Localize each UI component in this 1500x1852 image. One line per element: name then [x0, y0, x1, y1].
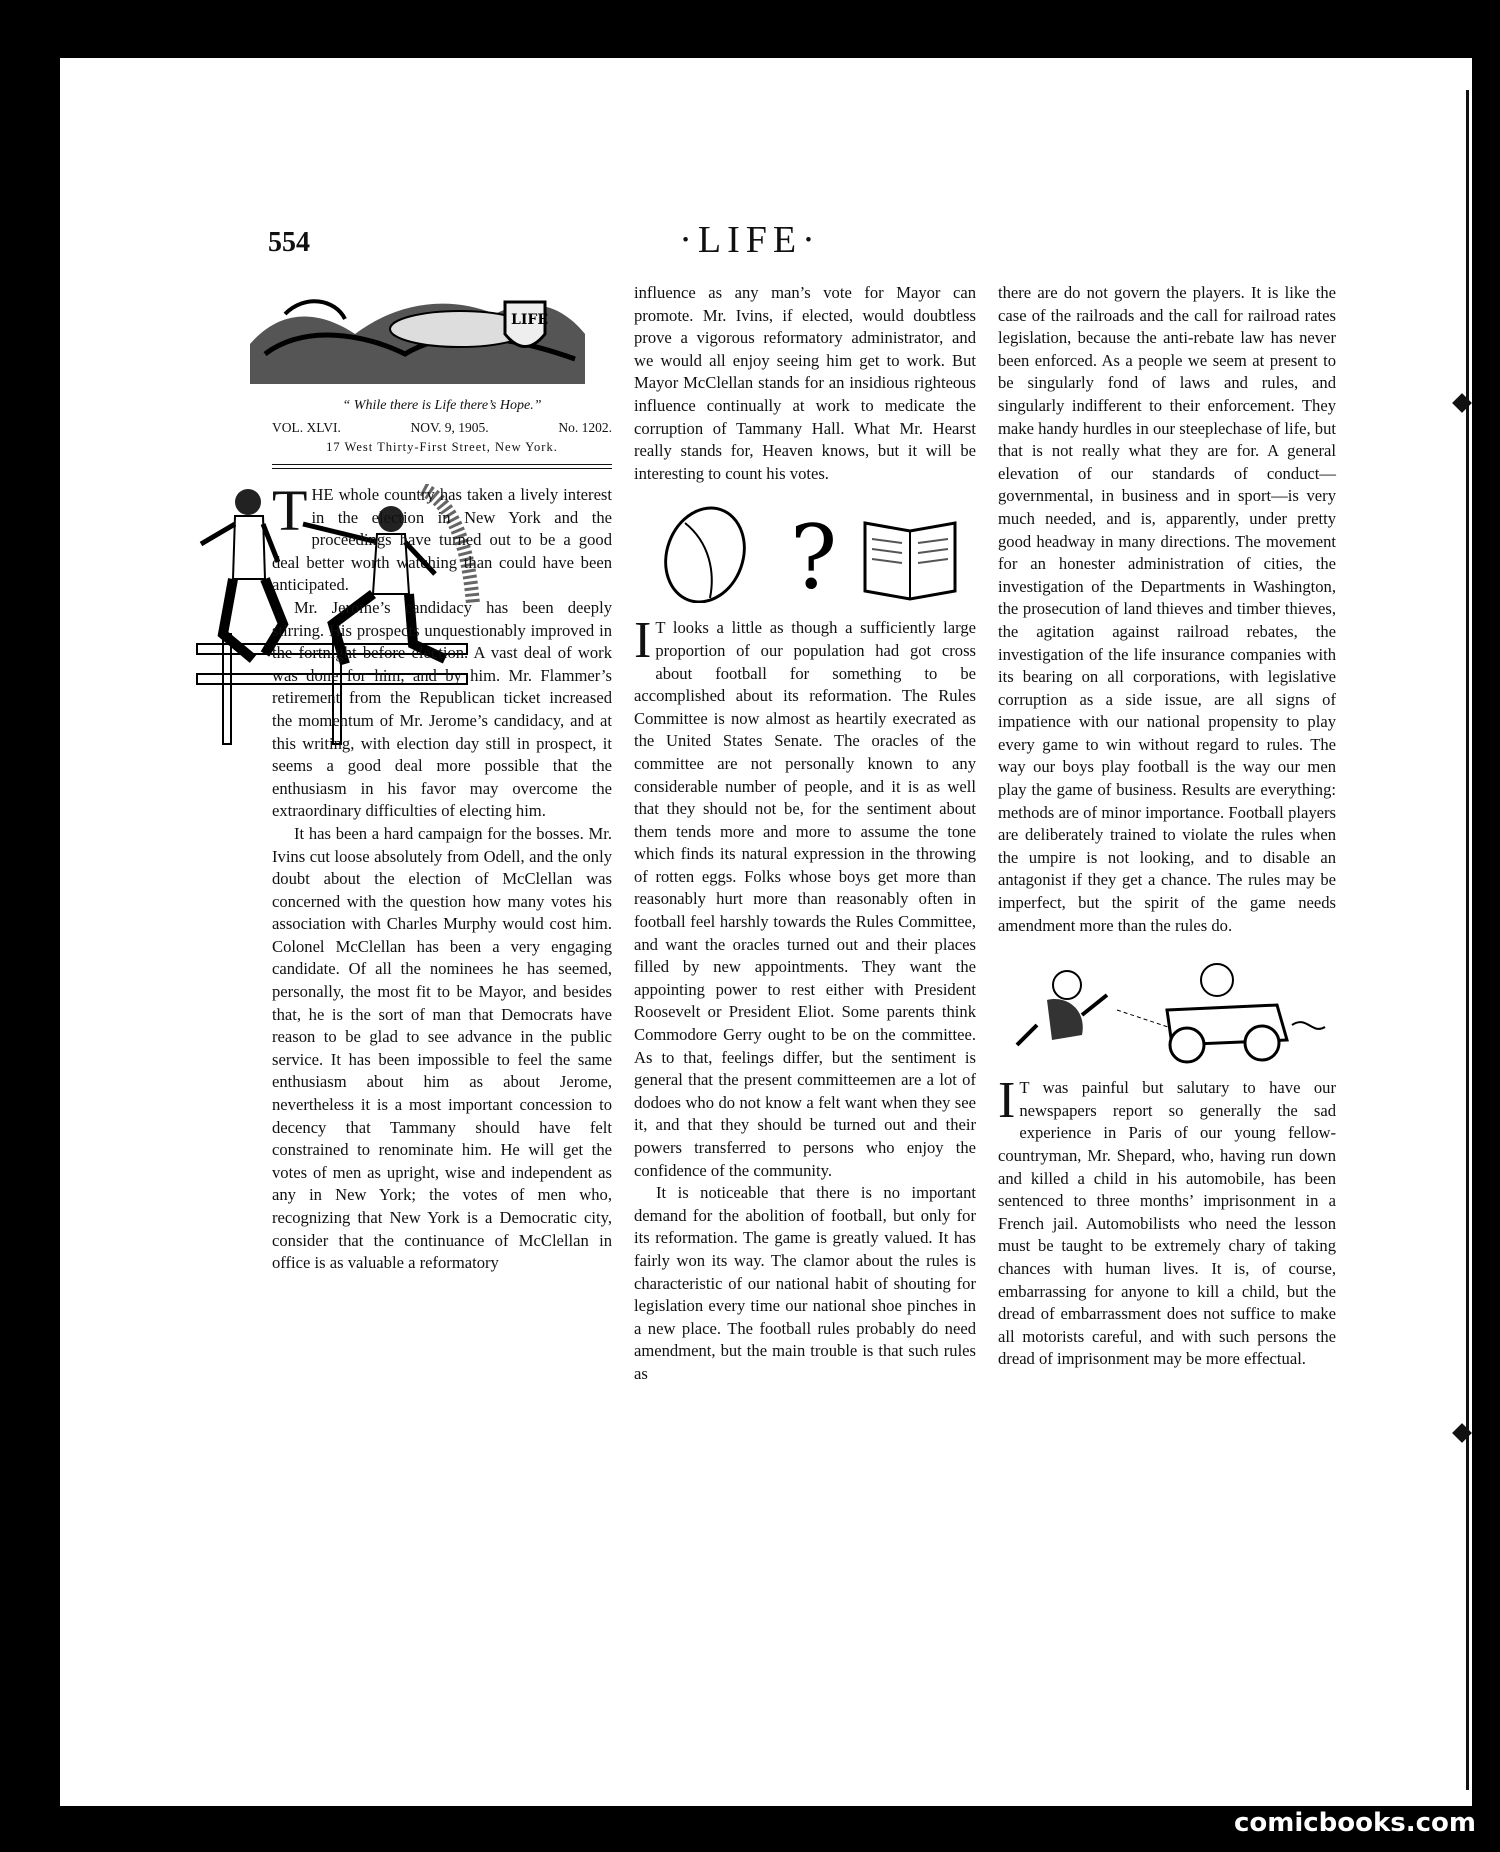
article-1-para-3: It has been a hard campaign for the bosses. Mr. Ivins cut loose absolutely from Odell, and the only doubt about the election of McClellan was concerned with the question how many votes his association with Charles Murphy would cost him. Colonel McClellan has been a very engaging candidate. Of all the nominees he has seemed, personally, the most fit to be Mayor, and besides that, he is the sort of man that Democrats have reason to be glad to see advance in the public service. It has been impossible to feel the same enthusiasm about him as about Jerome, nevertheless it is a most important concession to decency that Tammany should have felt constrained to renominate him. He will get the votes of men as upright, wise and independent as any in New York; the votes of men who, recognizing that New York is a Democratic city, consider that the continuance of McClellan in office is as valuable a reformatory	[272, 823, 612, 1273]
issue-number: No. 1202.	[558, 420, 612, 435]
article-1-para-2: Mr. Jerome’s candidacy has been deeply stirring. His prospects unquestionably improved in the fortnight before election. A vast deal of work was done for him, and by him. Mr. Flammer’s retirement from the Republican ticket increased the momentum of Mr. Jerome’s candidacy, and at this writing, with election day still in prospect, it seems a good deal more possible that the enthusiasm in his favor may overcome the extraordinary difficulties of electing him.	[272, 597, 612, 821]
volume-number: VOL. XLVI.	[272, 420, 341, 435]
article-3-para-1: T was painful but salutary to have our newspapers report so generally the sad experience in Paris of our young fellow-countryman, Mr. Shepard, who, having run down and killed a child in his automobile, has been sentenced to three months’ imprisonment in a French jail. Automobilists who need the lesson must be taught to be extremely chary of taking chances with human lives. It is, of course, embarrassing for anyone to kill a child, but the dread of embarrassment does not suffice to make all motorists careful, and with such persons the dread of imprisonment may be more effectual.	[998, 1078, 1336, 1369]
volume-line	[272, 420, 612, 436]
binding-edge	[1466, 90, 1469, 1790]
article-1-para-4: influence as any man’s vote for Mayor can promote. Mr. Ivins, if elected, would doubtless prove a vigorous reformatory administrator, and we would all enjoy seeing him get to work. But Mayor McClellan stands for an insidious righteous influence continually at work to medicate the corruption of Tammany Hall. What Mr. Hearst really stands for, Heaven knows, but it will be interesting to count his votes.	[634, 283, 976, 483]
issue-date: NOV. 9, 1905.	[410, 420, 489, 435]
article-3-dropcap: I	[998, 1072, 1016, 1130]
column-1	[272, 478, 612, 1275]
question-mark: ?	[790, 506, 838, 604]
article-1-para-1: HE whole country has taken a lively interest in the election in New York and the proceedings have turned out to be a good deal better worth watching than could have been anticipated.	[272, 485, 612, 595]
masthead-rule	[272, 464, 612, 469]
column-3	[998, 282, 1336, 1371]
article-2-para-2: It is noticeable that there is no important demand for the abolition of football, but only for its reformation. The game is greatly valued. It has fairly won its way. The clamor about the rules is characteristic of our national habit of shouting for legislation every time our national shoe pinches in a new place. The football rules probably do need amendment, but the main trouble is that such rules as	[634, 1183, 976, 1383]
masthead-motto: “ While there is Life there’s Hope.”	[342, 398, 542, 413]
life-header-vignette	[245, 284, 591, 389]
article-2-dropcap: I	[634, 612, 652, 670]
article-1-dropcap: T	[272, 478, 308, 543]
logo-text: LIFE	[511, 312, 549, 328]
automobile-accident-illustration	[1007, 955, 1327, 1067]
article-2-para-1: T looks a little as though a sufficiently large proportion of our population had got cross about football for something to be accomplished about its reformation. The Rules Committee is now almost as heartily execrated as the United States Senate. The oracles of the committee are not personally known to any considerable number of people, and it is as well that they should not be, for the sentiment about them tends more and more to assume the tone which finds its natural expression in the throwing of rotten eggs. Folks whose boys get more than reasonably hurt more than reasonably often in football feel harshly towards the Rules Committee, and want the oracles turned out and their places filled by new appointments. They want the appointing power to rest either with President Roosevelt or President Eliot. Some parents think Commodore Gerry ought to be on the committee. As to that, feelings differ, but the sentiment is general that the present committeemen are a lot of dodoes who do not know a felt want when they see it, and that they should be turned out and their powers transferred to persons who enjoy the confidence of the community.	[634, 618, 976, 1180]
publisher-address: 17 West Thirty-First Street, New York.	[326, 440, 558, 454]
masthead-title: ·LIFE·	[679, 219, 821, 261]
article-2-para-3: there are do not govern the players. It is like the case of the railroads and the call for railroad rates legislation, because the anti-rebate law has never been enforced. As a people we seem at present to be singularly fond of laws and rules, and singularly indifferent to their enforcement. They make handy hurdles in our steeplechase of life, but that is not really what they are for. A general elevation of our standards of conduct—governmental, in business and in sport—is very much needed, and is, apparently, under pretty good headway in many directions. The movement for an honester administration of cities, the investigation of the Departments in Washington, the prosecution of land thieves and timber thieves, the agitation against railroad rebates, the investigation of the life insurance companies with its bearing on all corporations, with legislative corruption as a side issue, are all signs of impatience with our national propensity to play every game to win without regard to rules. The way our boys play football is the way our men play the game of business. Results are everything: methods are of minor importance. Football players are deliberately trained to violate the rules when the umpire is not looking, and to disable an antagonist if they get a chance. The rules may be imperfect, but the spirit of the game needs amendment more than the rules do.	[998, 283, 1336, 935]
watermark: comicbooks.com	[1233, 1808, 1476, 1838]
football-question-book-illustration	[650, 503, 960, 603]
page-number: 554	[268, 227, 310, 258]
column-2	[634, 282, 976, 1386]
